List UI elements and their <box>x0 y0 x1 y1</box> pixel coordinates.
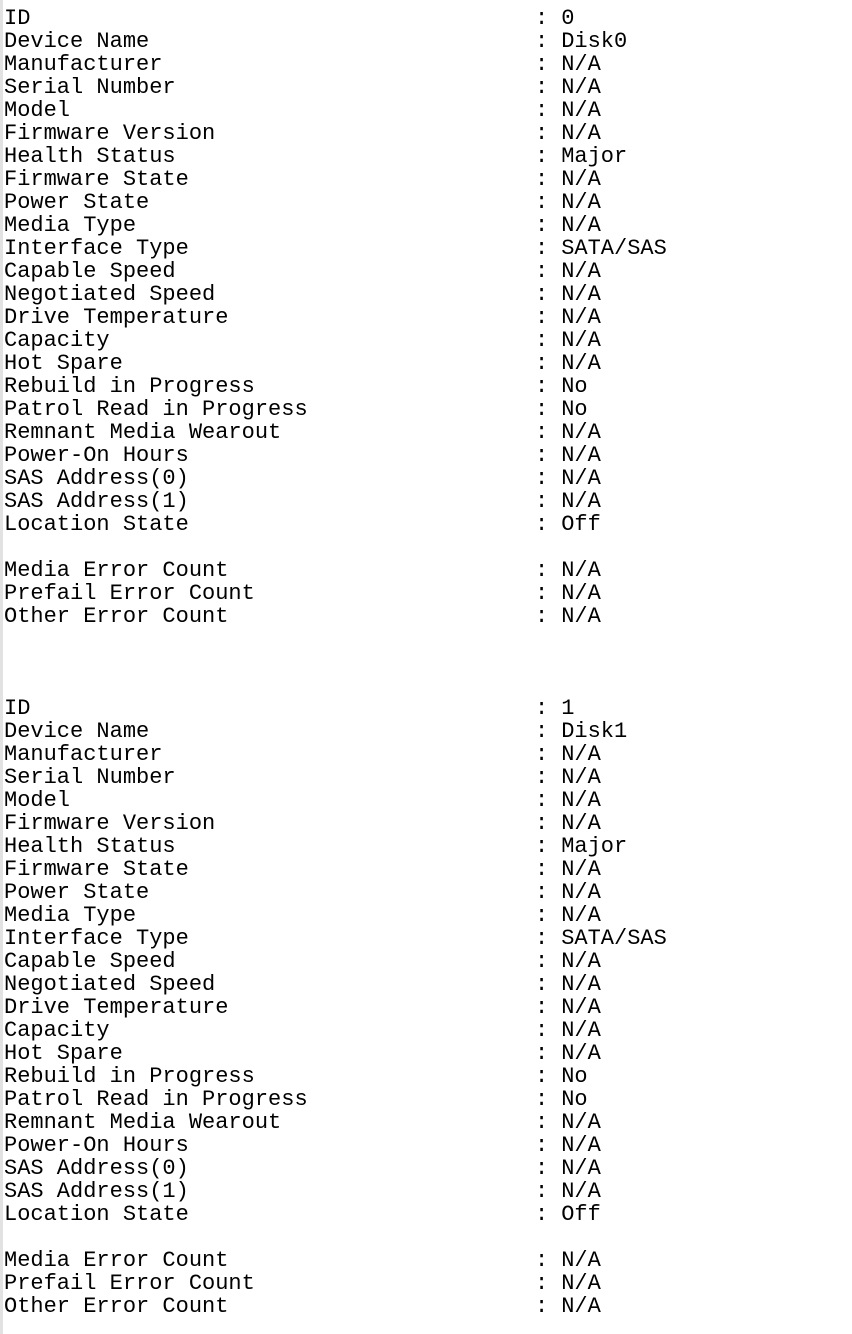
colon-separator: : <box>535 972 549 997</box>
field-row <box>4 467 852 490</box>
colon-separator: : <box>535 75 549 100</box>
field-label: Other Error Count <box>4 1295 229 1318</box>
field-value: N/A <box>561 1133 601 1158</box>
field-row <box>4 1203 852 1226</box>
colon-separator: : <box>535 880 549 905</box>
field-value: N/A <box>561 190 601 215</box>
field-value: No <box>561 397 588 422</box>
field-value: Major <box>561 144 628 169</box>
field-label: Health Status <box>4 145 176 168</box>
colon-separator: : <box>535 6 549 31</box>
field-row <box>4 1088 852 1111</box>
field-label: Power State <box>4 881 150 904</box>
field-value: N/A <box>561 466 601 491</box>
colon-separator: : <box>535 1271 549 1296</box>
field-row <box>4 1065 852 1088</box>
colon-separator: : <box>535 489 549 514</box>
field-row <box>4 1042 852 1065</box>
colon-separator: : <box>535 765 549 790</box>
field-row <box>4 1249 852 1272</box>
field-value: Major <box>561 834 628 859</box>
field-value: N/A <box>561 305 601 330</box>
field-row <box>4 1272 852 1295</box>
field-value: N/A <box>561 1294 601 1319</box>
field-label: Drive Temperature <box>4 306 229 329</box>
colon-separator: : <box>535 1133 549 1158</box>
field-row <box>4 375 852 398</box>
field-value: N/A <box>561 121 601 146</box>
colon-separator: : <box>535 604 549 629</box>
field-row <box>4 973 852 996</box>
field-row <box>4 697 852 720</box>
colon-separator: : <box>535 811 549 836</box>
field-label: SAS Address(1) <box>4 1180 189 1203</box>
colon-separator: : <box>535 374 549 399</box>
disk-error-count-section <box>4 559 852 628</box>
colon-separator: : <box>535 1087 549 1112</box>
field-value: N/A <box>561 282 601 307</box>
field-row <box>4 858 852 881</box>
field-value: N/A <box>561 328 601 353</box>
field-label: Negotiated Speed <box>4 973 216 996</box>
colon-separator: : <box>535 29 549 54</box>
field-row <box>4 30 852 53</box>
field-row <box>4 582 852 605</box>
colon-separator: : <box>535 213 549 238</box>
colon-separator: : <box>535 466 549 491</box>
colon-separator: : <box>535 443 549 468</box>
field-row <box>4 812 852 835</box>
colon-separator: : <box>535 305 549 330</box>
colon-separator: : <box>535 1110 549 1135</box>
field-value: N/A <box>561 1271 601 1296</box>
field-label: ID <box>4 697 31 720</box>
field-value: N/A <box>561 167 601 192</box>
field-label: Capacity <box>4 1019 110 1042</box>
field-row <box>4 904 852 927</box>
colon-separator: : <box>535 121 549 146</box>
field-label: Capable Speed <box>4 950 176 973</box>
field-row <box>4 122 852 145</box>
disk-info-section <box>4 7 852 536</box>
field-label: Media Type <box>4 214 137 237</box>
field-label: Manufacturer <box>4 743 163 766</box>
field-value: N/A <box>561 259 601 284</box>
field-row <box>4 950 852 973</box>
field-label: Patrol Read in Progress <box>4 398 308 421</box>
field-value: N/A <box>561 581 601 606</box>
field-row <box>4 927 852 950</box>
field-label: Firmware Version <box>4 812 216 835</box>
field-row <box>4 306 852 329</box>
field-row <box>4 283 852 306</box>
field-row <box>4 398 852 421</box>
field-value: N/A <box>561 98 601 123</box>
field-label: Model <box>4 99 71 122</box>
colon-separator: : <box>535 282 549 307</box>
field-label: Health Status <box>4 835 176 858</box>
field-value: N/A <box>561 351 601 376</box>
colon-separator: : <box>535 190 549 215</box>
colon-separator: : <box>535 834 549 859</box>
field-value: No <box>561 374 588 399</box>
field-label: Firmware State <box>4 168 189 191</box>
field-label: Serial Number <box>4 766 176 789</box>
field-value: N/A <box>561 995 601 1020</box>
field-label: Power-On Hours <box>4 444 189 467</box>
field-label: ID <box>4 7 31 30</box>
field-row <box>4 1134 852 1157</box>
colon-separator: : <box>535 236 549 261</box>
colon-separator: : <box>535 558 549 583</box>
field-value: N/A <box>561 489 601 514</box>
field-row <box>4 835 852 858</box>
field-value: N/A <box>561 443 601 468</box>
colon-separator: : <box>535 351 549 376</box>
field-value: N/A <box>561 1156 601 1181</box>
field-label: Location State <box>4 513 189 536</box>
field-label: Remnant Media Wearout <box>4 1111 282 1134</box>
field-row <box>4 53 852 76</box>
field-value: Disk1 <box>561 719 628 744</box>
field-label: Device Name <box>4 30 150 53</box>
field-value: No <box>561 1087 588 1112</box>
disk-block-1 <box>4 697 852 1318</box>
field-label: Location State <box>4 1203 189 1226</box>
colon-separator: : <box>535 328 549 353</box>
field-label: Hot Spare <box>4 1042 123 1065</box>
field-row <box>4 7 852 30</box>
field-label: Interface Type <box>4 237 189 260</box>
field-value: N/A <box>561 1248 601 1273</box>
field-label: Media Error Count <box>4 559 229 582</box>
field-value: No <box>561 1064 588 1089</box>
field-label: Power-On Hours <box>4 1134 189 1157</box>
field-row <box>4 513 852 536</box>
field-row <box>4 1019 852 1042</box>
field-row <box>4 214 852 237</box>
field-row <box>4 720 852 743</box>
colon-separator: : <box>535 857 549 882</box>
field-value: N/A <box>561 1110 601 1135</box>
field-label: Patrol Read in Progress <box>4 1088 308 1111</box>
field-value: N/A <box>561 972 601 997</box>
field-label: Serial Number <box>4 76 176 99</box>
field-label: Other Error Count <box>4 605 229 628</box>
field-label: Firmware Version <box>4 122 216 145</box>
colon-separator: : <box>535 1156 549 1181</box>
field-row <box>4 789 852 812</box>
field-value: Off <box>561 1202 601 1227</box>
field-value: Disk0 <box>561 29 628 54</box>
field-label: Firmware State <box>4 858 189 881</box>
field-value: N/A <box>561 765 601 790</box>
colon-separator: : <box>535 742 549 767</box>
colon-separator: : <box>535 420 549 445</box>
field-row <box>4 996 852 1019</box>
colon-separator: : <box>535 926 549 951</box>
field-value: SATA/SAS <box>561 236 667 261</box>
colon-separator: : <box>535 167 549 192</box>
colon-separator: : <box>535 397 549 422</box>
field-label: SAS Address(0) <box>4 467 189 490</box>
field-row <box>4 260 852 283</box>
field-label: Media Type <box>4 904 137 927</box>
field-row <box>4 1180 852 1203</box>
field-value: Off <box>561 512 601 537</box>
field-value: N/A <box>561 1018 601 1043</box>
field-row <box>4 191 852 214</box>
field-value: N/A <box>561 213 601 238</box>
field-label: Capacity <box>4 329 110 352</box>
field-value: N/A <box>561 788 601 813</box>
field-value: N/A <box>561 880 601 905</box>
field-row <box>4 1157 852 1180</box>
field-label: Prefail Error Count <box>4 582 255 605</box>
field-label: Remnant Media Wearout <box>4 421 282 444</box>
field-value: N/A <box>561 949 601 974</box>
field-row <box>4 743 852 766</box>
field-label: Power State <box>4 191 150 214</box>
field-row <box>4 444 852 467</box>
colon-separator: : <box>535 1018 549 1043</box>
field-row <box>4 145 852 168</box>
field-row <box>4 99 852 122</box>
field-row <box>4 168 852 191</box>
field-value: N/A <box>561 52 601 77</box>
colon-separator: : <box>535 696 549 721</box>
colon-separator: : <box>535 1248 549 1273</box>
field-label: Interface Type <box>4 927 189 950</box>
colon-separator: : <box>535 1179 549 1204</box>
colon-separator: : <box>535 144 549 169</box>
field-row <box>4 329 852 352</box>
field-value: N/A <box>561 558 601 583</box>
field-value: N/A <box>561 1179 601 1204</box>
disk-info-section <box>4 697 852 1226</box>
field-row <box>4 881 852 904</box>
field-value: 1 <box>561 696 575 721</box>
field-label: Manufacturer <box>4 53 163 76</box>
colon-separator: : <box>535 788 549 813</box>
colon-separator: : <box>535 903 549 928</box>
field-label: Prefail Error Count <box>4 1272 255 1295</box>
colon-separator: : <box>535 52 549 77</box>
colon-separator: : <box>535 719 549 744</box>
field-label: Negotiated Speed <box>4 283 216 306</box>
field-label: SAS Address(0) <box>4 1157 189 1180</box>
field-value: N/A <box>561 742 601 767</box>
colon-separator: : <box>535 581 549 606</box>
field-label: Hot Spare <box>4 352 123 375</box>
field-label: Drive Temperature <box>4 996 229 1019</box>
field-value: N/A <box>561 857 601 882</box>
field-row <box>4 76 852 99</box>
field-value: N/A <box>561 903 601 928</box>
disk-block-0 <box>4 7 852 628</box>
disk-error-count-section <box>4 1249 852 1318</box>
field-value: N/A <box>561 1041 601 1066</box>
field-row <box>4 766 852 789</box>
field-label: Model <box>4 789 71 812</box>
colon-separator: : <box>535 949 549 974</box>
field-value: N/A <box>561 811 601 836</box>
colon-separator: : <box>535 98 549 123</box>
field-row <box>4 1295 852 1318</box>
field-value: N/A <box>561 604 601 629</box>
field-row <box>4 559 852 582</box>
field-value: SATA/SAS <box>561 926 667 951</box>
colon-separator: : <box>535 995 549 1020</box>
field-label: Rebuild in Progress <box>4 1065 255 1088</box>
field-value: N/A <box>561 420 601 445</box>
field-label: Rebuild in Progress <box>4 375 255 398</box>
field-label: Device Name <box>4 720 150 743</box>
colon-separator: : <box>535 1041 549 1066</box>
colon-separator: : <box>535 512 549 537</box>
field-row <box>4 352 852 375</box>
field-value: 0 <box>561 6 575 31</box>
field-row <box>4 490 852 513</box>
field-row <box>4 237 852 260</box>
colon-separator: : <box>535 1064 549 1089</box>
field-row <box>4 1111 852 1134</box>
colon-separator: : <box>535 1202 549 1227</box>
field-row <box>4 605 852 628</box>
field-label: SAS Address(1) <box>4 490 189 513</box>
colon-separator: : <box>535 259 549 284</box>
field-row <box>4 421 852 444</box>
field-value: N/A <box>561 75 601 100</box>
field-label: Capable Speed <box>4 260 176 283</box>
colon-separator: : <box>535 1294 549 1319</box>
field-label: Media Error Count <box>4 1249 229 1272</box>
